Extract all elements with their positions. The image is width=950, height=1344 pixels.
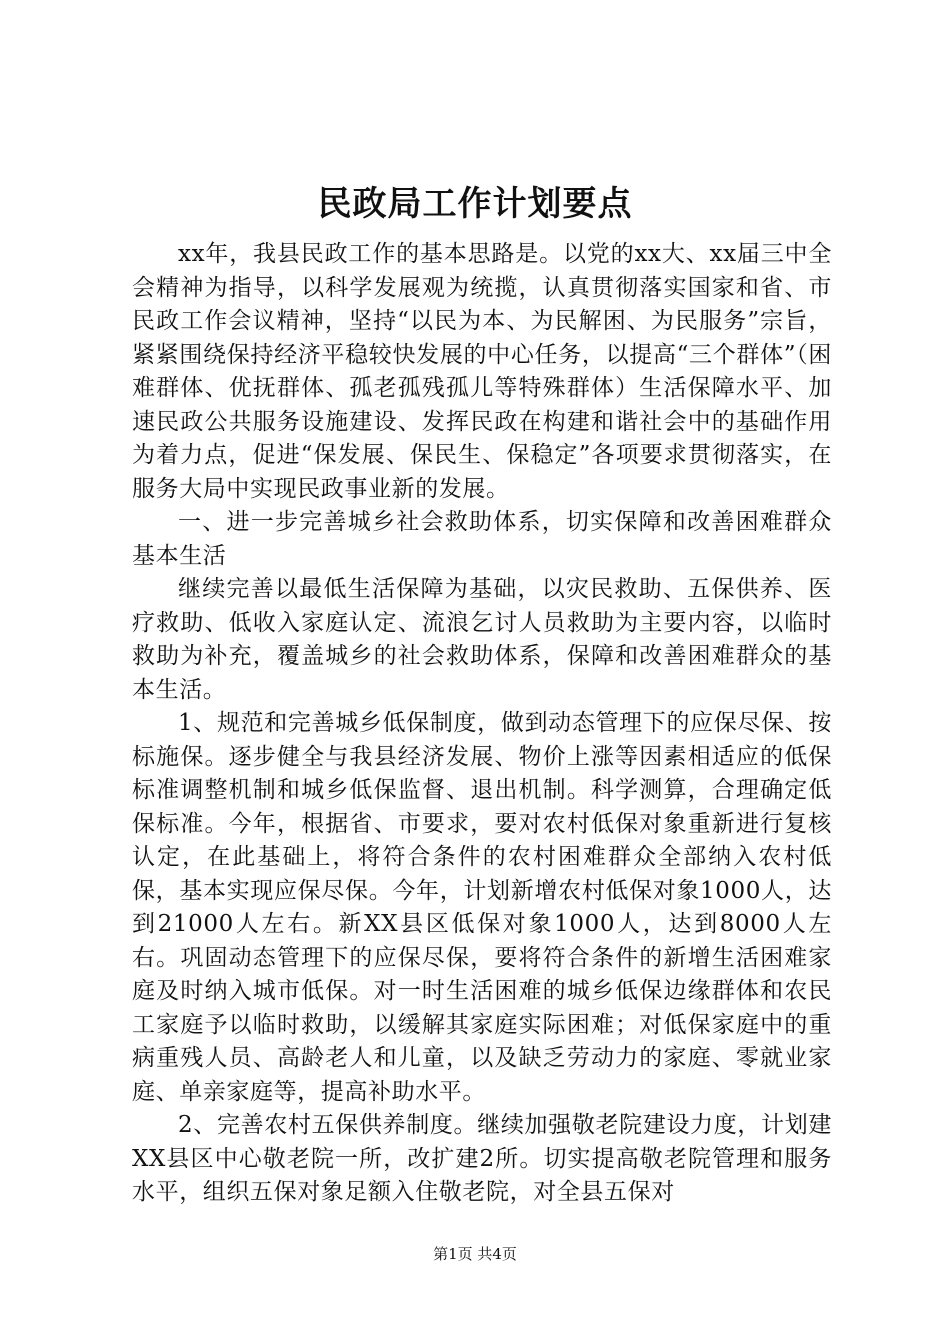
document-title: 民政局工作计划要点 [317, 184, 633, 224]
section-1-paragraph: 继续完善以最低生活保障为基础，以灾民救助、五保供养、医疗救助、低收入家庭认定、流浪乞讨人员救助为主要内容，以临时救助为补充，覆盖城乡的社会救助体系，保障和改善困难群众的基本生活。 [132, 576, 832, 703]
page-footer: 第1页 共4页 [433, 1245, 517, 1263]
intro-paragraph: xx年，我县民政工作的基本思路是。以党的xx大、xx届三中全会精神为指导，以科学发展观为统揽，认真贯彻落实国家和省、市民政工作会议精神，坚持“以民为本、为民解困、为民服务”宗旨，紧紧围绕保持经济平稳较快发展的中心任务，以提高“三个群体”（困难群体、优抚群体、孤老孤残孤儿等特殊群体）生活保障水平、加速民政公共服务设施建设、发挥民政在构建和谐社会中的基础作用为着力点，促进“保发展、保民生、保稳定”各项要求贯彻落实，在服务大局中实现民政事业新的发展。 [132, 241, 832, 502]
section-heading-1: 一、进一步完善城乡社会救助体系，切实保障和改善困难群众基本生活 [132, 509, 832, 569]
item-2-paragraph: 2、完善农村五保供养制度。继续加强敬老院建设力度，计划建XX县区中心敬老院一所，改扩建2所。切实提高敬老院管理和服务水平，组织五保对象足额入住敬老院，对全县五保对 [132, 1112, 832, 1205]
item-1-paragraph: 1、规范和完善城乡低保制度，做到动态管理下的应保尽保、按标施保。逐步健全与我县经济发展、物价上涨等因素相适应的低保标准调整机制和城乡低保监督、退出机制。科学测算，合理确定低保标准。今年，根据省、市要求，要对农村低保对象重新进行复核认定，在此基础上，将符合条件的农村困难群众全部纳入农村低保，基本实现应保尽保。今年，计划新增农村低保对象1000人，达到21000人左右。新XX县区低保对象1000人，达到8000人左右。巩固动态管理下的应保尽保，要将符合条件的新增生活困难家庭及时纳入城市低保。对一时生活困难的城乡低保边缘群体和农民工家庭予以临时救助，以缓解其家庭实际困难；对低保家庭中的重病重残人员、高龄老人和儿童，以及缺乏劳动力的家庭、零就业家庭、单亲家庭等，提高补助水平。 [132, 710, 832, 1105]
document-body [132, 238, 832, 1210]
